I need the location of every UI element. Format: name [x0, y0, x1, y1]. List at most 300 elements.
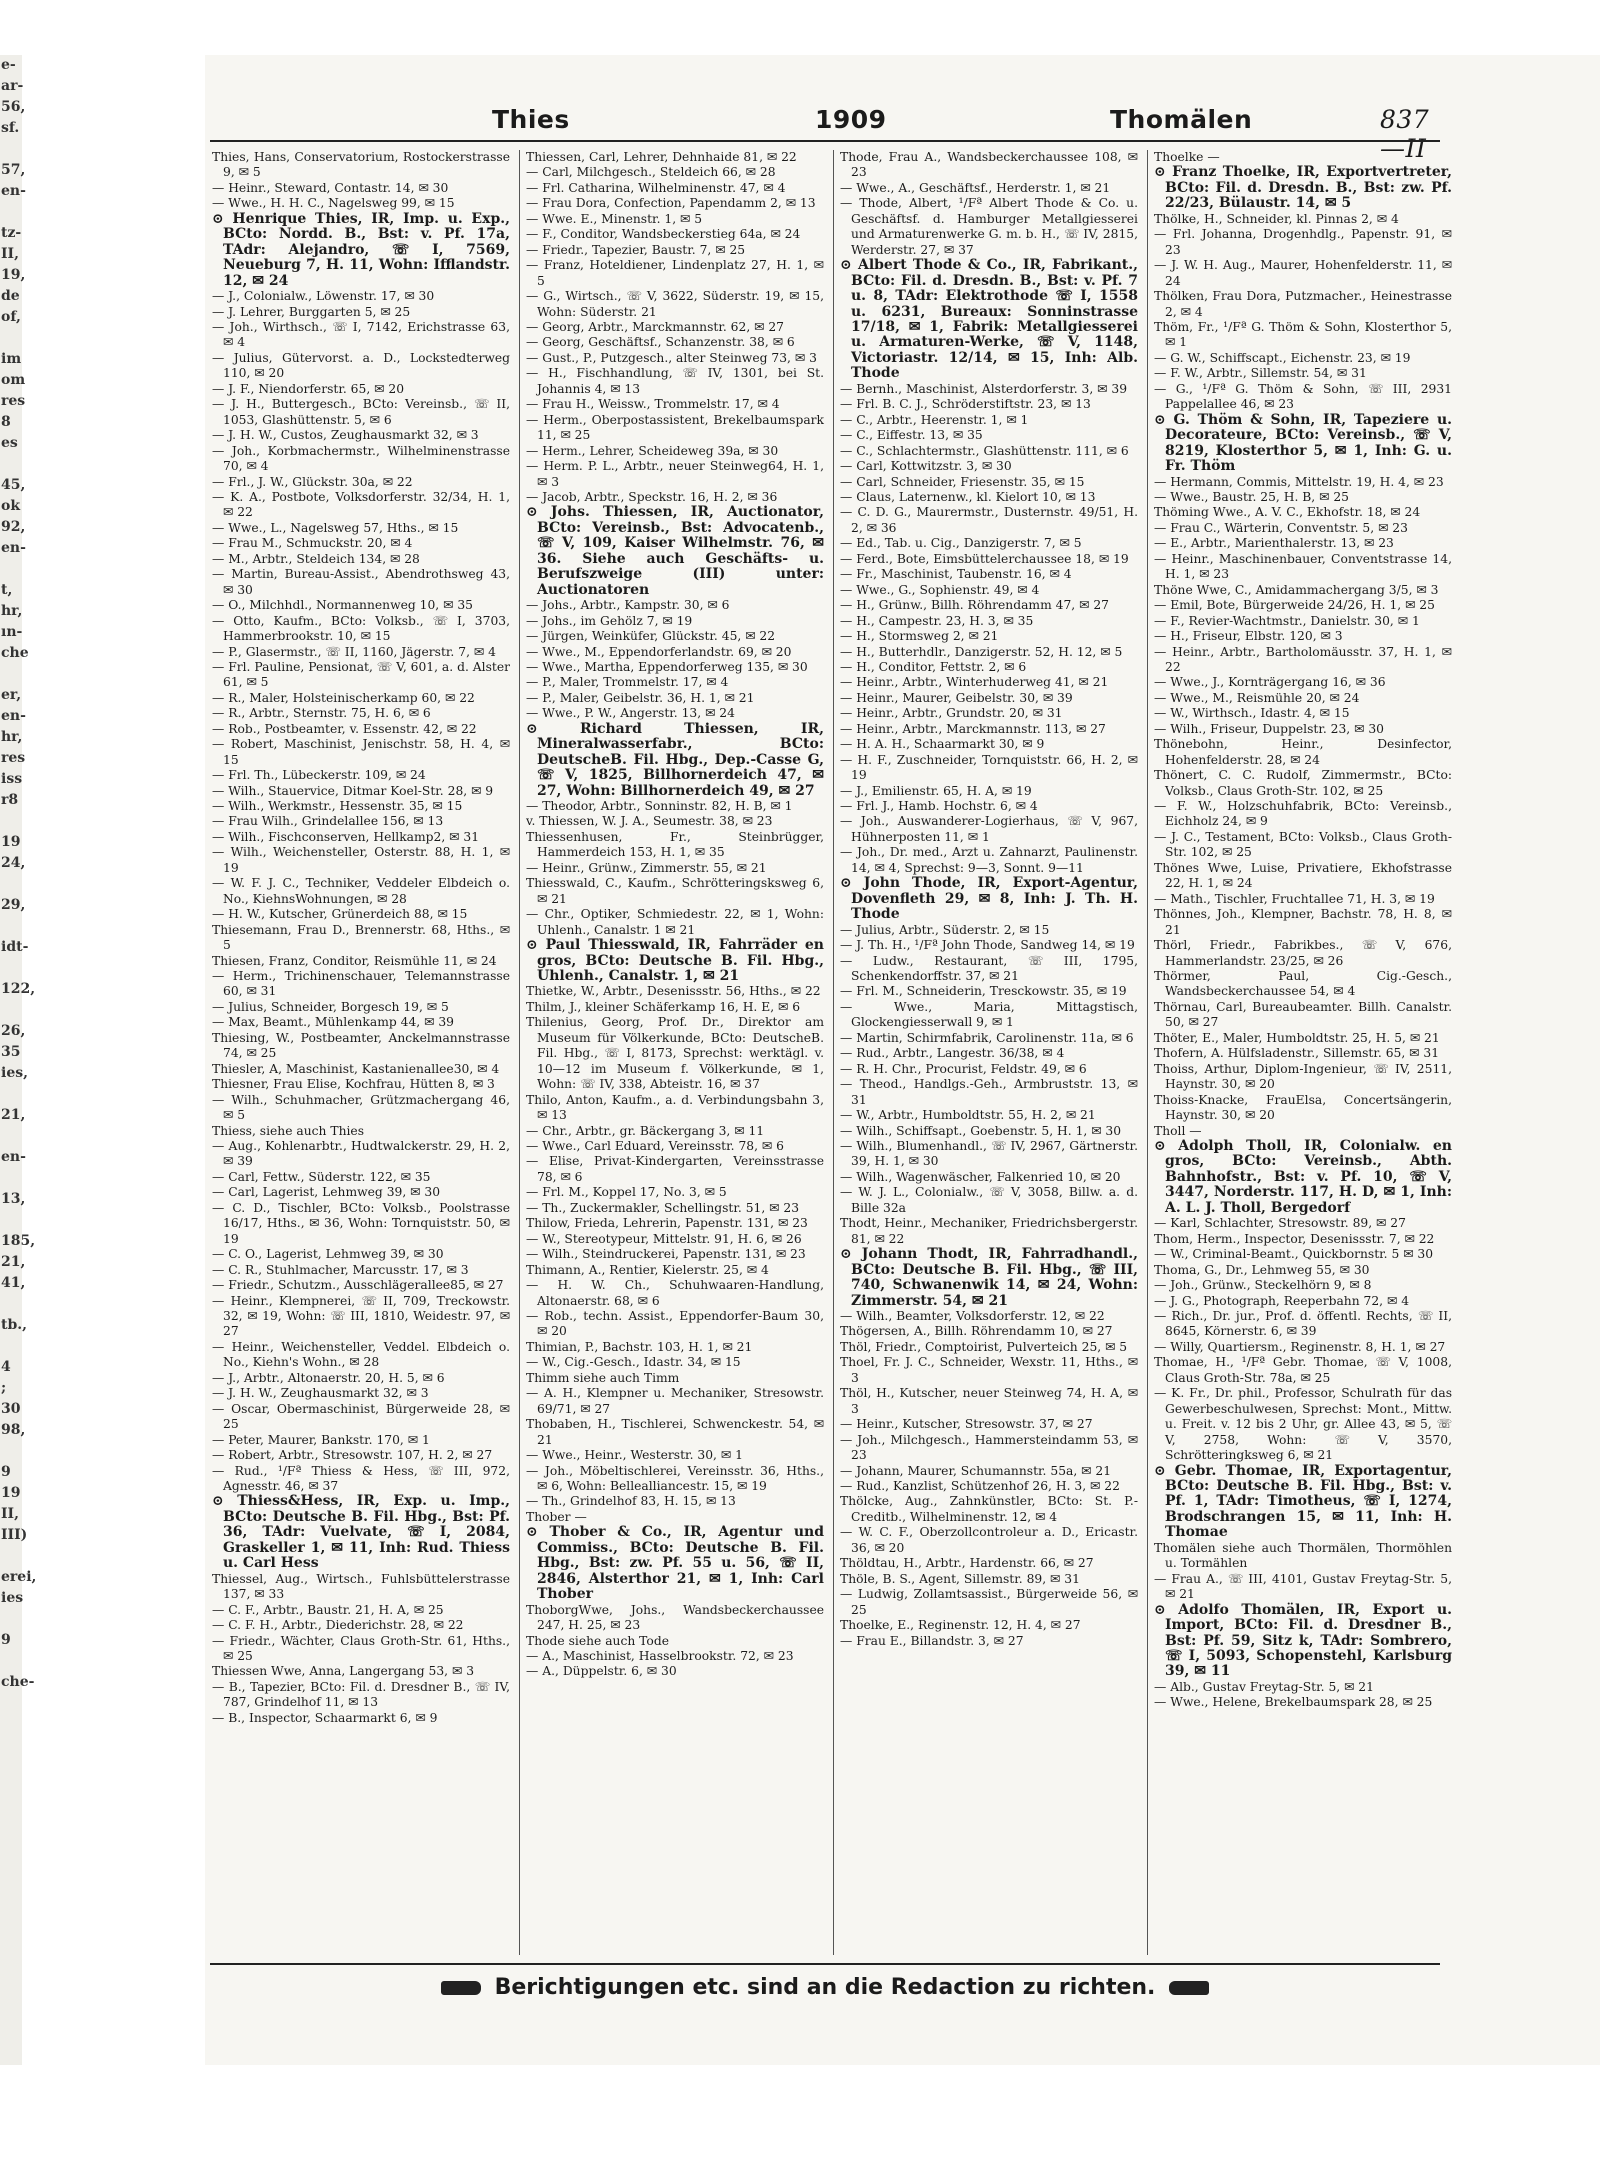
header-right-keyword: Thomälen: [1110, 105, 1253, 134]
directory-entry: — Frl. Th., Lübeckerstr. 109, ✉ 24: [212, 768, 426, 783]
directory-entry: — G., ¹/Fª G. Thöm & Sohn, ☏ III, 2931 Pappelallee 46, ✉ 23: [1154, 381, 1452, 412]
directory-entry: Thies, Hans, Conservatorium, Rostockerstrasse 9, ✉ 5: [212, 150, 510, 180]
directory-entry: — Bernh., Maschinist, Alsterdorferstr. 3, ✉ 39: [840, 381, 1128, 396]
directory-entry: — P., Maler, Trommelstr. 17, ✉ 4: [526, 675, 729, 690]
directory-entry: Thöne Wwe, C., Amidammachergang 3/5, ✉ 3: [1154, 582, 1439, 597]
directory-entry: Thönert, C. C. Rudolf, Zimmermstr., BCto: Volksb., Claus Groth-Str. 102, ✉ 25: [1154, 768, 1452, 798]
directory-entry: — H., Grünw., Billh. Röhrendamm 47, ✉ 27: [840, 598, 1109, 613]
directory-entry: — A., Maschinist, Hasselbrookstr. 72, ✉ 23: [526, 1648, 794, 1663]
directory-entry: Thönes Wwe, Luise, Privatiere, Ekhofstrasse 22, H. 1, ✉ 24: [1154, 860, 1452, 891]
directory-entry: — Joh., Dr. med., Arzt u. Zahnarzt, Paulinenstr. 14, ✉ 4, Sprechst: 9—3, Sonnt. 9—11: [840, 845, 1138, 875]
directory-entry: — Alb., Gustav Freytag-Str. 5, ✉ 21: [1154, 1679, 1374, 1694]
edge-fragment: [0, 1651, 22, 1672]
directory-entry: — Math., Tischler, Fruchtallee 71, H. 3, ✉ 19: [1154, 891, 1435, 906]
column-divider: [519, 150, 520, 1955]
directory-entry: Thörl, Friedr., Fabrikbes., ☏ V, 676, Hammerlandstr. 23/25, ✉ 26: [1154, 938, 1452, 968]
directory-entry: — Georg, Arbtr., Marckmannstr. 62, ✉ 27: [526, 319, 784, 334]
edge-fragment: 185,: [1, 1233, 36, 1249]
directory-entry: — Frau Dora, Confection, Papendamm 2, ✉ 13: [526, 196, 816, 211]
directory-entry: — A. H., Klempner u. Mechaniker, Stresowstr. 69/71, ✉ 27: [526, 1386, 824, 1416]
directory-entry: — Fr., Maschinist, Taubenstr. 16, ✉ 4: [840, 567, 1072, 582]
directory-entry: — Herm. P. L., Arbtr., neuer Steinweg64, H. 1, ✉ 3: [526, 459, 824, 489]
edge-fragment: 13,: [1, 1191, 26, 1207]
directory-entry: — Julius, Arbtr., Süderstr. 2, ✉ 15: [840, 922, 1050, 937]
directory-entry: Thoelke, E., Reginenstr. 12, H. 4, ✉ 27: [840, 1618, 1081, 1633]
directory-entry: — Wilh., Wagenwäscher, Falkenried 10, ✉ 20: [840, 1169, 1121, 1184]
directory-entry: Thönebohn, Heinr., Desinfector, Hohenfelderstr. 28, ✉ 24: [1154, 737, 1452, 767]
column-divider: [1147, 150, 1148, 1955]
edge-fragment: 92,: [1, 519, 26, 535]
directory-entry: Thörnau, Carl, Bureaubeamter. Billh. Canalstr. 50, ✉ 27: [1154, 999, 1452, 1030]
directory-entry: — Wwe., Heinr., Westerstr. 30, ✉ 1: [526, 1448, 743, 1463]
directory-entry: ⊙ Franz Thoelke, IR, Exportvertreter, BCto: Fil. d. Dresdn. B., Bst: zw. Pf. 22/23, Bülaustr. 14, ✉ 5: [1154, 164, 1452, 212]
directory-entry: Thiessen, Carl, Lehrer, Dehnhaide 81, ✉ 22: [526, 150, 797, 164]
edge-fragment: [0, 559, 22, 580]
directory-entry: — Frl. Pauline, Pensionat, ☏ V, 601, a. d. Alster 61, ✉ 5: [212, 659, 510, 690]
directory-entry: Thomae, H., ¹/Fª Gebr. Thomae, ☏ V, 1008, Claus Groth-Str. 78a, ✉ 25: [1154, 1355, 1452, 1385]
directory-entry: — H., Conditor, Fettstr. 2, ✉ 6: [840, 659, 1027, 674]
directory-entry: — E., Arbtr., Marienthalerstr. 13, ✉ 23: [1154, 536, 1394, 551]
directory-entry: — Wilh., Stauervice, Ditmar Koel-Str. 28, ✉ 9: [212, 783, 494, 798]
edge-fragment: ies,: [1, 1065, 28, 1081]
edge-fragment: II,: [1, 246, 19, 262]
directory-entry: Thiesing, W., Postbeamter, Anckelmannstrasse 74, ✉ 25: [212, 1030, 510, 1061]
directory-entry: — Ed., Tab. u. Cig., Danzigerstr. 7, ✉ 5: [840, 536, 1082, 551]
directory-entry: ⊙ Johann Thodt, IR, Fahrradhandl., BCto: Deutsche B. Fil. Hbg., ☏ III, 740, Schwanenwik 14, ✉ 24, Wohn: Zimmerstr. 54, ✉ 21: [840, 1246, 1138, 1309]
edge-fragment: im: [1, 351, 22, 367]
edge-fragment: res: [1, 750, 26, 766]
directory-entry: — Carl, Fettw., Süderstr. 122, ✉ 35: [212, 1169, 431, 1184]
directory-entry: — Rud., Kanzlist, Schützenhof 26, H. 3, ✉ 22: [840, 1478, 1120, 1493]
edge-fragment: 21,: [1, 1107, 26, 1123]
directory-entry: Thoiss, Arthur, Diplom-Ingenieur, ☏ IV, 2511, Haynstr. 30, ✉ 20: [1154, 1061, 1452, 1092]
directory-entry: — Heinr., Arbtr., Bartholomäusstr. 37, H. 1, ✉ 22: [1154, 644, 1452, 674]
directory-entry: — Heinr., Arbtr., Marckmannstr. 113, ✉ 27: [840, 721, 1106, 736]
directory-entry: — J., Emilienstr. 65, H. A, ✉ 19: [840, 783, 1032, 798]
directory-entry: — K. A., Postbote, Volksdorferstr. 32/34, H. 1, ✉ 22: [212, 489, 510, 520]
edge-fragment: 26,: [1, 1023, 26, 1039]
directory-entry: — Heinr., Weichensteller, Veddel. Elbdeich o. No., Kiehn's Wohn., ✉ 28: [212, 1339, 510, 1370]
directory-column-3: [840, 150, 1138, 1955]
directory-entry: — Frl., J. W., Glückstr. 30a, ✉ 22: [212, 474, 413, 489]
directory-entry: — Rud., ¹/Fª Thiess & Hess, ☏ III, 972, Agnesstr. 46, ✉ 37: [212, 1463, 510, 1493]
directory-entry: Thöm, Fr., ¹/Fª G. Thöm & Sohn, Klosterthor 5, ✉ 1: [1154, 319, 1452, 350]
directory-entry: — C., Arbtr., Heerenstr. 1, ✉ 1: [840, 412, 1029, 427]
pointing-hand-icon: [441, 1981, 481, 1995]
directory-entry: — Martin, Bureau-Assist., Abendrothsweg 43, ✉ 30: [212, 567, 510, 597]
directory-entry: — Wilh., Schiffsapt., Goebenstr. 5, H. 1, ✉ 30: [840, 1123, 1122, 1138]
directory-entry: — Wilh., Weichensteller, Osterstr. 88, H. 1, ✉ 19: [212, 845, 510, 875]
directory-entry: — H. A. H., Schaarmarkt 30, ✉ 9: [840, 737, 1045, 752]
directory-entry: — Jacob, Arbtr., Speckstr. 16, H. 2, ✉ 36: [526, 489, 778, 504]
directory-entry: Thiesner, Frau Elise, Kochfrau, Hütten 8, ✉ 3: [212, 1077, 495, 1092]
directory-entry: Thom, Herm., Inspector, Desenissstr. 7, ✉ 22: [1154, 1231, 1435, 1246]
edge-fragment: de: [1, 288, 20, 304]
directory-entry: Thober —: [526, 1509, 587, 1524]
edge-fragment: hr,: [1, 729, 23, 745]
edge-fragment: ; 30: [1, 1380, 21, 1417]
directory-entry: — Frau E., Billandstr. 3, ✉ 27: [840, 1633, 1024, 1648]
edge-fragment: [0, 916, 22, 937]
directory-entry: — H. W. Ch., Schuhwaaren-Handlung, Altonaerstr. 68, ✉ 6: [526, 1278, 824, 1308]
directory-entry: — Friedr., Wächter, Claus Groth-Str. 61, Hths., ✉ 25: [212, 1633, 510, 1663]
directory-entry: ⊙ Thober & Co., IR, Agentur und Commiss., BCto: Deutsche B. Fil. Hbg., Bst: zw. Pf. 55 u. 56, ☏ II, 2846, Alsterthor 21, ✉ 1, Inh: Carl Thober: [526, 1524, 824, 1603]
directory-entry: ⊙ Richard Thiessen, IR, Mineralwasserfabr., BCto: DeutscheB. Fil. Hbg., Dep.-Casse G, ☏ V, 1825, Billhornerdeich 47, ✉ 27, Wohn: Billhornerdeich 49, ✉ 27: [526, 720, 824, 799]
directory-entry: — Joh., Möbeltischlerei, Vereinsstr. 36, Hths., ✉ 6, Wohn: Bellealliancestr. 15, ✉ 19: [526, 1463, 824, 1493]
directory-entry: — W. J. L., Colonialw., ☏ V, 3058, Billw. a. d. Bille 32a: [840, 1185, 1138, 1215]
edge-fragment: of,: [1, 309, 21, 325]
directory-entry: — J. H., Buttergesch., BCto: Vereinsb., ☏ II, 1053, Glashüttenstr. 5, ✉ 6: [212, 397, 510, 427]
edge-fragment: [0, 1441, 22, 1462]
directory-entry: — Frl. M., Schneiderin, Tresckowstr. 35, ✉ 19: [840, 984, 1127, 999]
directory-entry: Thöter, E., Maler, Humboldtstr. 25, H. 5, ✉ 21: [1154, 1030, 1440, 1045]
directory-entry: — A., Düppelstr. 6, ✉ 30: [526, 1664, 677, 1679]
directory-column-1: [212, 150, 510, 1955]
edge-fragment: r8: [1, 792, 19, 808]
edge-fragment: 19: [1, 1485, 21, 1501]
directory-entry: — Wilh., Werkmstr., Hessenstr. 35, ✉ 15: [212, 799, 463, 814]
directory-entry: — Frau Wilh., Grindelallee 156, ✉ 13: [212, 814, 444, 829]
directory-entry: — Wwe., L., Nagelsweg 57, Hths., ✉ 15: [212, 520, 459, 535]
directory-entry: — Heinr., Arbtr., Grundstr. 20, ✉ 31: [840, 706, 1063, 721]
edge-fragment: t,: [1, 582, 13, 598]
directory-entry: — Chr., Optiker, Schmiedestr. 22, ✉ 1, Wohn: Uhlenh., Canalstr. 1 ✉ 21: [526, 907, 824, 937]
directory-entry: Thörmer, Paul, Cig.-Gesch., Wandsbeckerchaussee 54, ✉ 4: [1154, 969, 1452, 999]
directory-entry: — Wwe., A., Geschäftsf., Herderstr. 1, ✉ 21: [840, 180, 1111, 195]
directory-entry: — W., Stereotypeur, Mittelstr. 91, H. 6, ✉ 26: [526, 1231, 802, 1246]
edge-fragment: 21,: [1, 1254, 26, 1270]
directory-entry: — C. D., Tischler, BCto: Volksb., Poolstrasse 16/17, Hths., ✉ 36, Wohn: Tornquiststr. 50, ✉ 19: [212, 1200, 510, 1246]
column-divider: [833, 150, 834, 1955]
directory-entry: — Joh., Grünw., Steckelhörn 9, ✉ 8: [1154, 1278, 1372, 1293]
directory-entry: Thiess, siehe auch Thies: [212, 1123, 365, 1138]
directory-entry: — Chr., Arbtr., gr. Bäckergang 3, ✉ 11: [526, 1123, 765, 1138]
directory-entry: — R., Arbtr., Sternstr. 75, H. 6, ✉ 6: [212, 706, 431, 721]
directory-entry: Thimann, A., Rentier, Kielerstr. 25, ✉ 4: [526, 1262, 769, 1277]
directory-entry: — B., Tapezier, BCto: Fil. d. Dresdner B., ☏ IV, 787, Grindelhof 11, ✉ 13: [212, 1679, 510, 1710]
directory-entry: — Wilh., Steindruckerei, Papenstr. 131, ✉ 23: [526, 1247, 806, 1262]
directory-entry: — Otto, Kaufm., BCto: Volksb., ☏ I, 3703, Hammerbrookstr. 10, ✉ 15: [212, 613, 510, 644]
directory-entry: Thiessel, Aug., Wirtsch., Fuhlsbüttelerstrasse 137, ✉ 33: [212, 1571, 510, 1602]
directory-entry: Thiesen, Franz, Conditor, Reismühle 11, ✉ 24: [212, 953, 497, 968]
directory-entry: — Thode, Albert, ¹/Fª Albert Thode & Co. u. Geschäftsf. d. Hamburger Metallgiesserei und Armaturenwerke G. m. b. H., ☏ IV, 2815, Werderstr. 27, ✉ 37: [840, 196, 1138, 257]
directory-entry: — C. D. G., Maurermstr., Dusternstr. 49/51, H. 2, ✉ 36: [840, 505, 1138, 535]
directory-entry: — Frl. Johanna, Drogenhdlg., Papenstr. 91, ✉ 23: [1154, 227, 1452, 257]
directory-entry: — W. F. J. C., Techniker, Veddeler Elbdeich o. No., KiehnsWohnungen, ✉ 28: [212, 876, 510, 906]
edge-fragment: en-: [1, 540, 26, 556]
directory-entry: — J., Colonialw., Löwenstr. 17, ✉ 30: [212, 289, 435, 304]
directory-entry: Thoel, Fr. J. C., Schneider, Wexstr. 11, Hths., ✉ 3: [840, 1355, 1138, 1385]
directory-entry: — F. W., Arbtr., Sillemstr. 54, ✉ 31: [1154, 366, 1367, 381]
edge-fragment: ar-: [1, 78, 24, 94]
directory-entry: Thölke, H., Schneider, kl. Pinnas 2, ✉ 4: [1154, 211, 1399, 226]
edge-fragment: res: [1, 393, 26, 409]
directory-entry: — Rud., Arbtr., Langestr. 36/38, ✉ 4: [840, 1046, 1065, 1061]
edge-fragment: 56,: [1, 99, 26, 115]
directory-entry: — Herm., Oberpostassistent, Brekelbaumspark 11, ✉ 25: [526, 412, 824, 443]
directory-entry: — Carl, Schneider, Friesenstr. 35, ✉ 15: [840, 474, 1085, 489]
edge-fragment: [0, 874, 22, 895]
edge-fragment: idt-: [1, 939, 29, 955]
directory-entry: Thobaben, H., Tischlerei, Schwenckestr. 54, ✉ 21: [526, 1417, 824, 1447]
directory-entry: — Wilh., Fischconserven, Hellkamp2, ✉ 31: [212, 829, 480, 844]
directory-entry: Thilow, Frieda, Lehrerin, Papenstr. 131, ✉ 23: [526, 1216, 808, 1231]
directory-entry: — Frau M., Schmuckstr. 20, ✉ 4: [212, 536, 413, 551]
edge-fragment: che-: [1, 1674, 35, 1690]
previous-page-edge: [0, 55, 37, 2065]
directory-entry: — Jürgen, Weinküfer, Glückstr. 45, ✉ 22: [526, 629, 776, 644]
directory-entry: — Wwe., G., Sophienstr. 49, ✉ 4: [840, 582, 1040, 597]
header-left-keyword: Thies: [492, 105, 570, 134]
directory-entry: ⊙ G. Thöm & Sohn, IR, Tapeziere u. Decorateure, BCto: Vereinsb., ☏ V, 8219, Klosterthor 5, ✉ 1, Inh: G. u. Fr. Thöm: [1154, 411, 1452, 475]
directory-entry: — C. F. H., Arbtr., Diederichstr. 28, ✉ 22: [212, 1618, 464, 1633]
edge-fragment: hr,: [1, 603, 23, 619]
directory-entry: — Willy, Quartiersm., Reginenstr. 8, H. 1, ✉ 27: [1154, 1339, 1446, 1354]
edge-fragment: 19,: [1, 267, 26, 283]
directory-entry: — Karl, Schlachter, Stresowstr. 89, ✉ 27: [1154, 1216, 1406, 1231]
directory-entry: — Frl. M., Koppel 17, No. 3, ✉ 5: [526, 1185, 727, 1200]
directory-entry: — Aug., Kohlenarbtr., Hudtwalckerstr. 29, H. 2, ✉ 39: [212, 1139, 510, 1169]
directory-entry: — Hermann, Commis, Mittelstr. 19, H. 4, ✉ 23: [1154, 474, 1444, 489]
edge-fragment: [0, 1294, 22, 1315]
directory-entry: — Frau H., Weissw., Trommelstr. 17, ✉ 4: [526, 397, 780, 412]
directory-entry: ⊙ Gebr. Thomae, IR, Exportagentur, BCto: Deutsche B. Fil. Hbg., Bst: v. Pf. 1, TAdr: Timotheus, ☏ I, 1274, Brodschrangen 15, ✉ 11, Inh: H. Thomae: [1154, 1462, 1452, 1541]
edge-fragment: 57,: [1, 162, 26, 178]
edge-fragment: 19: [1, 834, 21, 850]
directory-entry: Thölcke, Aug., Zahnkünstler, BCto: St. P.-Creditb., Wilhelminenstr. 12, ✉ 4: [840, 1494, 1138, 1524]
directory-entry: — Heinr., Grünw., Zimmerstr. 55, ✉ 21: [526, 860, 767, 875]
directory-entry: — Wwe., M., Reismühle 20, ✉ 24: [1154, 690, 1360, 705]
directory-entry: ⊙ Adolph Tholl, IR, Colonialw. en gros, BCto: Vereinsb., Abth. Bahnhofstr., Bst: v. Pf. 10, ☏ V, 3447, Norderstr. 117, H. D, ✉ 1, Inh: A. L. J. Tholl, Bergedorf: [1154, 1138, 1452, 1216]
directory-entry: — Wilh., Schuhmacher, Grützmachergang 46, ✉ 5: [212, 1092, 510, 1123]
directory-entry: — Th., Zuckermakler, Schellingstr. 51, ✉ 23: [526, 1200, 800, 1215]
directory-entry: ThoborgWwe, Johs., Wandsbeckerchaussee 247, H. 25, ✉ 23: [526, 1602, 824, 1633]
directory-entry: — Wwe., H. H. C., Nagelsweg 99, ✉ 15: [212, 196, 455, 211]
directory-entry: — Herm., Trichinenschauer, Telemannstrasse 60, ✉ 31: [212, 969, 510, 999]
directory-entry: Thögersen, A., Billh. Röhrendamm 10, ✉ 27: [840, 1324, 1113, 1339]
edge-fragment: ın-: [1, 624, 23, 640]
directory-entry: Thönnes, Joh., Klempner, Bachstr. 78, H. 8, ✉ 21: [1154, 907, 1452, 937]
directory-entry: — Theod., Handlgs.-Geh., Armbruststr. 13, ✉ 31: [840, 1077, 1138, 1107]
edge-fragment: [0, 454, 22, 475]
directory-entry: — Rob., Postbeamter, v. Essenstr. 42, ✉ 22: [212, 721, 477, 736]
directory-entry: ⊙ Johs. Thiessen, IR, Auctionator, BCto: Vereinsb., Bst: Advocatenb., ☏ V, 109, Kaiser Wilhelmstr. 76, ✉ 36. Siehe auch Geschäfts- u. Berufszweige (III) unter: Auctionatoren: [526, 504, 824, 598]
directory-column-4: [1154, 150, 1452, 1955]
edge-fragment: 8: [1, 414, 11, 430]
edge-fragment: [0, 328, 22, 349]
directory-entry: — G. W., Schiffscapt., Eichenstr. 23, ✉ 19: [1154, 350, 1411, 365]
edge-fragment: [0, 1168, 22, 1189]
directory-column-2: [526, 150, 824, 1955]
directory-entry: ⊙ Albert Thode & Co., IR, Fabrikant., BCto: Fil. d. Dresdn. B., Bst: v. Pf. 7 u. 8, TAdr: Elektrothode ☏ I, 1558 u. 6231, Bureaux: Sonninstrasse 17/18, ✉ 1, Fabrik: Metallgiesserei u. Armaturen-Werke, ☏ V, 1148, Victoriastr. 12/14, ✉ 15, Inh: Alb. Thode: [840, 257, 1138, 382]
directory-entry: — F., Revier-Wachtmstr., Danielstr. 30, ✉ 1: [1154, 613, 1420, 628]
edge-fragment: che: [1, 645, 29, 661]
edge-fragment: 24,: [1, 855, 26, 871]
edge-fragment: [0, 1000, 22, 1021]
directory-entry: — Frau C., Wärterin, Conventstr. 5, ✉ 23: [1154, 520, 1408, 535]
directory-entry: — Wilh., Friseur, Duppelstr. 23, ✉ 30: [1154, 721, 1384, 736]
directory-entry: Thomälen siehe auch Thormälen, Thormöhlen u. Tormählen: [1154, 1540, 1452, 1571]
edge-fragment: erei,: [1, 1569, 37, 1585]
edge-fragment: es: [1, 435, 18, 451]
directory-entry: — Wwe., J., Kornträgergang 16, ✉ 36: [1154, 675, 1386, 690]
edge-fragment: om: [1, 372, 26, 388]
directory-entry: — C. O., Lagerist, Lehmweg 39, ✉ 30: [212, 1247, 444, 1262]
directory-entry: Thöl, Friedr., Comptoirist, Pulverteich 25, ✉ 5: [840, 1339, 1128, 1354]
header-year: 1909: [815, 105, 887, 134]
directory-entry: — Frau A., ☏ III, 4101, Gustav Freytag-Str. 5, ✉ 21: [1154, 1571, 1452, 1602]
directory-entry: — Friedr., Schutzm., Ausschlägerallee85, ✉ 27: [212, 1278, 504, 1293]
directory-entry: — C., Eiffestr. 13, ✉ 35: [840, 428, 983, 443]
edge-fragment: [0, 664, 22, 685]
directory-entry: — B., Inspector, Schaarmarkt 6, ✉ 9: [212, 1710, 438, 1725]
directory-entry: Thöldtau, H., Arbtr., Hardenstr. 66, ✉ 27: [840, 1556, 1094, 1571]
directory-entry: — Joh., Korbmachermstr., Wilhelminenstrasse 70, ✉ 4: [212, 443, 510, 474]
edge-fragment: tb.,: [1, 1317, 28, 1333]
directory-entry: ⊙ Henrique Thies, IR, Imp. u. Exp., BCto: Nordd. B., Bst: v. Pf. 17a, TAdr: Alejandro, ☏ I, 7569, Neueburg 7, H. 11, Wohn: Ifflandstr. 12, ✉ 24: [212, 210, 510, 289]
directory-entry: Thölken, Frau Dora, Putzmacher., Heinestrasse 2, ✉ 4: [1154, 289, 1452, 319]
directory-entry: — Heinr., Maurer, Geibelstr. 30, ✉ 39: [840, 690, 1073, 705]
footer-note: [210, 1975, 1440, 2000]
directory-entry: — C. R., Stuhlmacher, Marcusstr. 17, ✉ 3: [212, 1262, 469, 1277]
directory-entry: — J. F., Niendorferstr. 65, ✉ 20: [212, 381, 405, 396]
edge-fragment: [0, 1609, 22, 1630]
page-number: 837—II: [1380, 105, 1430, 163]
directory-entry: — Joh., Auswanderer-Logierhaus, ☏ V, 967, Hühnerposten 11, ✉ 1: [840, 814, 1138, 844]
directory-entry: Thöming Wwe., A. V. C., Ekhofstr. 18, ✉ 24: [1154, 505, 1421, 520]
edge-fragment: III): [1, 1527, 28, 1543]
directory-entry: — Georg, Geschäftsf., Schanzenstr. 38, ✉ 6: [526, 335, 795, 350]
edge-fragment: II,: [1, 1506, 19, 1522]
directory-entry: Thiesler, A, Maschinist, Kastanienallee30, ✉ 4: [212, 1061, 500, 1076]
directory-entry: — O., Milchhdl., Normannenweg 10, ✉ 35: [212, 598, 473, 613]
directory-entry: — H., Fischhandlung, ☏ IV, 1301, bei St. Johannis 4, ✉ 13: [526, 366, 824, 396]
directory-entry: — H., Friseur, Elbstr. 120, ✉ 3: [1154, 629, 1343, 644]
directory-entry: — Julius, Gütervorst. a. D., Lockstedterweg 110, ✉ 20: [212, 350, 510, 381]
directory-entry: — Rob., techn. Assist., Eppendorfer-Baum 30, ✉ 20: [526, 1308, 824, 1339]
directory-entry: ⊙ Thiess&Hess, IR, Exp. u. Imp., BCto: Deutsche B. Fil. Hbg., Bst: Pf. 36, TAdr: Vuelvate, ☏ I, 2084, Graskeller 1, ✉ 11, Inh: Rud. Thiess u. Carl Hess: [212, 1493, 510, 1572]
directory-entry: — Heinr., Maschinenbauer, Conventstrasse 14, H. 1, ✉ 23: [1154, 551, 1452, 582]
directory-entry: ⊙ John Thode, IR, Export-Agentur, Dovenfleth 29, ✉ 8, Inh: J. Th. H. Thode: [840, 875, 1138, 923]
directory-entry: — Franz, Hoteldiener, Lindenplatz 27, H. 1, ✉ 5: [526, 258, 824, 288]
directory-entry: Thiessen Wwe, Anna, Langergang 53, ✉ 3: [212, 1664, 475, 1679]
directory-entry: — R. H. Chr., Procurist, Feldstr. 49, ✉ 6: [840, 1061, 1087, 1076]
edge-fragment: iss: [1, 771, 23, 787]
directory-entry: — C. F., Arbtr., Baustr. 21, H. A, ✉ 25: [212, 1602, 444, 1617]
directory-entry: — Wwe. E., Minenstr. 1, ✉ 5: [526, 211, 703, 226]
edge-fragment: 98,: [1, 1422, 26, 1438]
directory-entry: — W., Arbtr., Humboldtstr. 55, H. 2, ✉ 21: [840, 1108, 1096, 1123]
directory-entry: — Max, Beamt., Mühlenkamp 44, ✉ 39: [212, 1015, 454, 1030]
edge-fragment: 41,: [1, 1275, 26, 1291]
edge-fragment: [0, 811, 22, 832]
directory-entry: — Peter, Maurer, Bankstr. 170, ✉ 1: [212, 1432, 430, 1447]
directory-entry: Thietke, W., Arbtr., Desenissstr. 56, Hths., ✉ 22: [526, 984, 821, 999]
edge-fragment: [0, 1084, 22, 1105]
directory-entry: Thimian, P., Bachstr. 103, H. 1, ✉ 21: [526, 1339, 753, 1354]
edge-fragment: er,: [1, 687, 22, 703]
edge-fragment: 4: [1, 1359, 11, 1375]
edge-fragment: sf.: [1, 120, 20, 136]
directory-entry: — Frl. Catharina, Wilhelminenstr. 47, ✉ 4: [526, 180, 786, 195]
directory-entry: Thoiss-Knacke, FrauElsa, Concertsängerin, Haynstr. 30, ✉ 20: [1154, 1092, 1452, 1123]
directory-entry: — J. Th. H., ¹/Fª John Thode, Sandweg 14, ✉ 19: [840, 938, 1135, 953]
edge-fragment: [0, 1336, 22, 1357]
directory-entry: — Wwe., Baustr. 25, H. B, ✉ 25: [1154, 489, 1349, 504]
directory-entry: — J. Lehrer, Burggarten 5, ✉ 25: [212, 304, 411, 319]
directory-entry: Thode, Frau A., Wandsbeckerchaussee 108, ✉ 23: [840, 150, 1138, 180]
directory-entry: Thoelke —: [1154, 150, 1220, 164]
directory-entry: — Claus, Laternenw., kl. Kielort 10, ✉ 13: [840, 489, 1096, 504]
directory-entry: — Oscar, Obermaschinist, Bürgerweide 28, ✉ 25: [212, 1401, 510, 1432]
directory-entry: — Rich., Dr. jur., Prof. d. öffentl. Rechts, ☏ II, 8645, Körnerstr. 6, ✉ 39: [1154, 1308, 1452, 1339]
directory-entry: — Carl, Milchgesch., Steldeich 66, ✉ 28: [526, 165, 776, 180]
footer-text: Berichtigungen etc. sind an die Redaction zu richten.: [494, 1975, 1156, 2000]
directory-entry: — J. H. W., Custos, Zeughausmarkt 32, ✉ 3: [212, 428, 479, 443]
directory-entry: — Herm., Lehrer, Scheideweg 39a, ✉ 30: [526, 443, 779, 458]
directory-entry: Thöl, H., Kutscher, neuer Steinweg 74, H. A, ✉ 3: [840, 1386, 1138, 1416]
edge-fragment: [0, 139, 22, 160]
directory-entry: — Wilh., Beamter, Volksdorferstr. 12, ✉ 22: [840, 1308, 1105, 1323]
directory-entry: — Julius, Schneider, Borgesch 19, ✉ 5: [212, 999, 449, 1014]
directory-entry: ⊙ Paul Thiesswald, IR, Fahrräder en gros, BCto: Deutsche B. Fil. Hbg., Uhlenh., Canalstr. 1, ✉ 21: [526, 937, 824, 985]
directory-entry: Thimm siehe auch Timm: [526, 1370, 680, 1385]
directory-entry: — Wwe., Martha, Eppendorferweg 135, ✉ 30: [526, 659, 808, 674]
directory-entry: — Wwe., Carl Eduard, Vereinsstr. 78, ✉ 6: [526, 1139, 784, 1153]
edge-fragment: en-: [1, 1149, 26, 1165]
directory-entry: — Carl, Lagerist, Lehmweg 39, ✉ 30: [212, 1185, 441, 1200]
directory-entry: — H., Campestr. 23, H. 3, ✉ 35: [840, 613, 1034, 628]
directory-entry: — W., Cig.-Gesch., Idastr. 34, ✉ 15: [526, 1355, 741, 1370]
directory-entry: — J. W. H. Aug., Maurer, Hohenfelderstr. 11, ✉ 24: [1154, 258, 1452, 288]
directory-entry: Thodt, Heinr., Mechaniker, Friedrichsbergerstr. 81, ✉ 22: [840, 1216, 1138, 1246]
edge-fragment: 29,: [1, 897, 26, 913]
edge-fragment: 45,: [1, 477, 26, 493]
directory-entry: — Wwe., Maria, Mittagstisch, Glockengiesserwall 9, ✉ 1: [840, 999, 1138, 1030]
directory-entry: Thode siehe auch Tode: [526, 1633, 669, 1648]
directory-entry: Thilm, J., kleiner Schäferkamp 16, H. E, ✉ 6: [526, 999, 801, 1014]
edge-fragment: en-: [1, 183, 26, 199]
directory-entry: — Heinr., Kutscher, Stresowstr. 37, ✉ 27: [840, 1417, 1093, 1432]
directory-entry: Thilenius, Georg, Prof. Dr., Direktor am Museum für Völkerkunde, BCto: DeutscheB. Fil. Hbg., ☏ I, 8173, Sprechst: werktägl. v. 10—12 im Museum f. Völkerkunde, ✉ 1, Wohn: ☏ IV, 338, Abteistr. 16, ✉ 37: [526, 1015, 824, 1092]
directory-entry: — Heinr., Klempnerei, ☏ II, 709, Treckowstr. 32, ✉ 19, Wohn: ☏ III, 1810, Weidestr. 97, ✉ 27: [212, 1293, 510, 1339]
directory-entry: — C., Schlachtermstr., Glashüttenstr. 111, ✉ 6: [840, 443, 1129, 458]
edge-fragment: [0, 958, 22, 979]
directory-entry: — Ludwig, Zollamtsassist., Bürgerweide 56, ✉ 25: [840, 1587, 1138, 1617]
footer-rule: [210, 1963, 1440, 1965]
directory-entry: — H., Stormsweg 2, ✉ 21: [840, 629, 999, 644]
directory-entry: — Th., Grindelhof 83, H. 15, ✉ 13: [526, 1494, 736, 1509]
directory-entry: — Frl. J., Hamb. Hochstr. 6, ✉ 4: [840, 799, 1038, 814]
directory-entry: Thoma, G., Dr., Lehmweg 55, ✉ 30: [1154, 1262, 1370, 1277]
directory-entry: — H., Butterhdlr., Danzigerstr. 52, H. 12, ✉ 5: [840, 644, 1123, 659]
directory-entry: — Elise, Privat-Kindergarten, Vereinsstrasse 78, ✉ 6: [526, 1154, 824, 1184]
directory-entry: — Carl, Kottwitzstr. 3, ✉ 30: [840, 459, 1012, 474]
directory-entry: — Wwe., P. W., Angerstr. 13, ✉ 24: [526, 706, 735, 721]
edge-fragment: [0, 1126, 22, 1147]
directory-entry: — G., Wirtsch., ☏ V, 3622, Süderstr. 19, ✉ 15, Wohn: Süderstr. 21: [526, 289, 824, 319]
directory-entry: — W. C. F., Oberzollcontroleur a. D., Ericastr. 36, ✉ 20: [840, 1525, 1138, 1555]
edge-fragment: e-: [1, 57, 16, 73]
edge-fragment: tz-: [1, 225, 22, 241]
directory-entry: — H. W., Kutscher, Grünerdeich 88, ✉ 15: [212, 907, 468, 922]
directory-entry: — J. C., Testament, BCto: Volksb., Claus Groth-Str. 102, ✉ 25: [1154, 829, 1452, 860]
directory-entry: — J. H. W., Zeughausmarkt 32, ✉ 3: [212, 1386, 429, 1401]
directory-entry: ⊙ Adolfo Thomälen, IR, Export u. Import, BCto: Fil. d. Dresdner B., Bst: Pf. 59, Sitz k, TAdr: Sombrero, ☏ I, 5093, Schopenstehl, Karlsburg 39, ✉ 11: [1154, 1601, 1452, 1680]
directory-entry: Thiessenhusen, Fr., Steinbrügger, Hammerdeich 153, H. 1, ✉ 35: [526, 829, 824, 860]
edge-fragment: en-: [1, 708, 26, 724]
directory-entry: — Frl. B. C. J., Schröderstiftstr. 23, ✉ 13: [840, 397, 1091, 412]
